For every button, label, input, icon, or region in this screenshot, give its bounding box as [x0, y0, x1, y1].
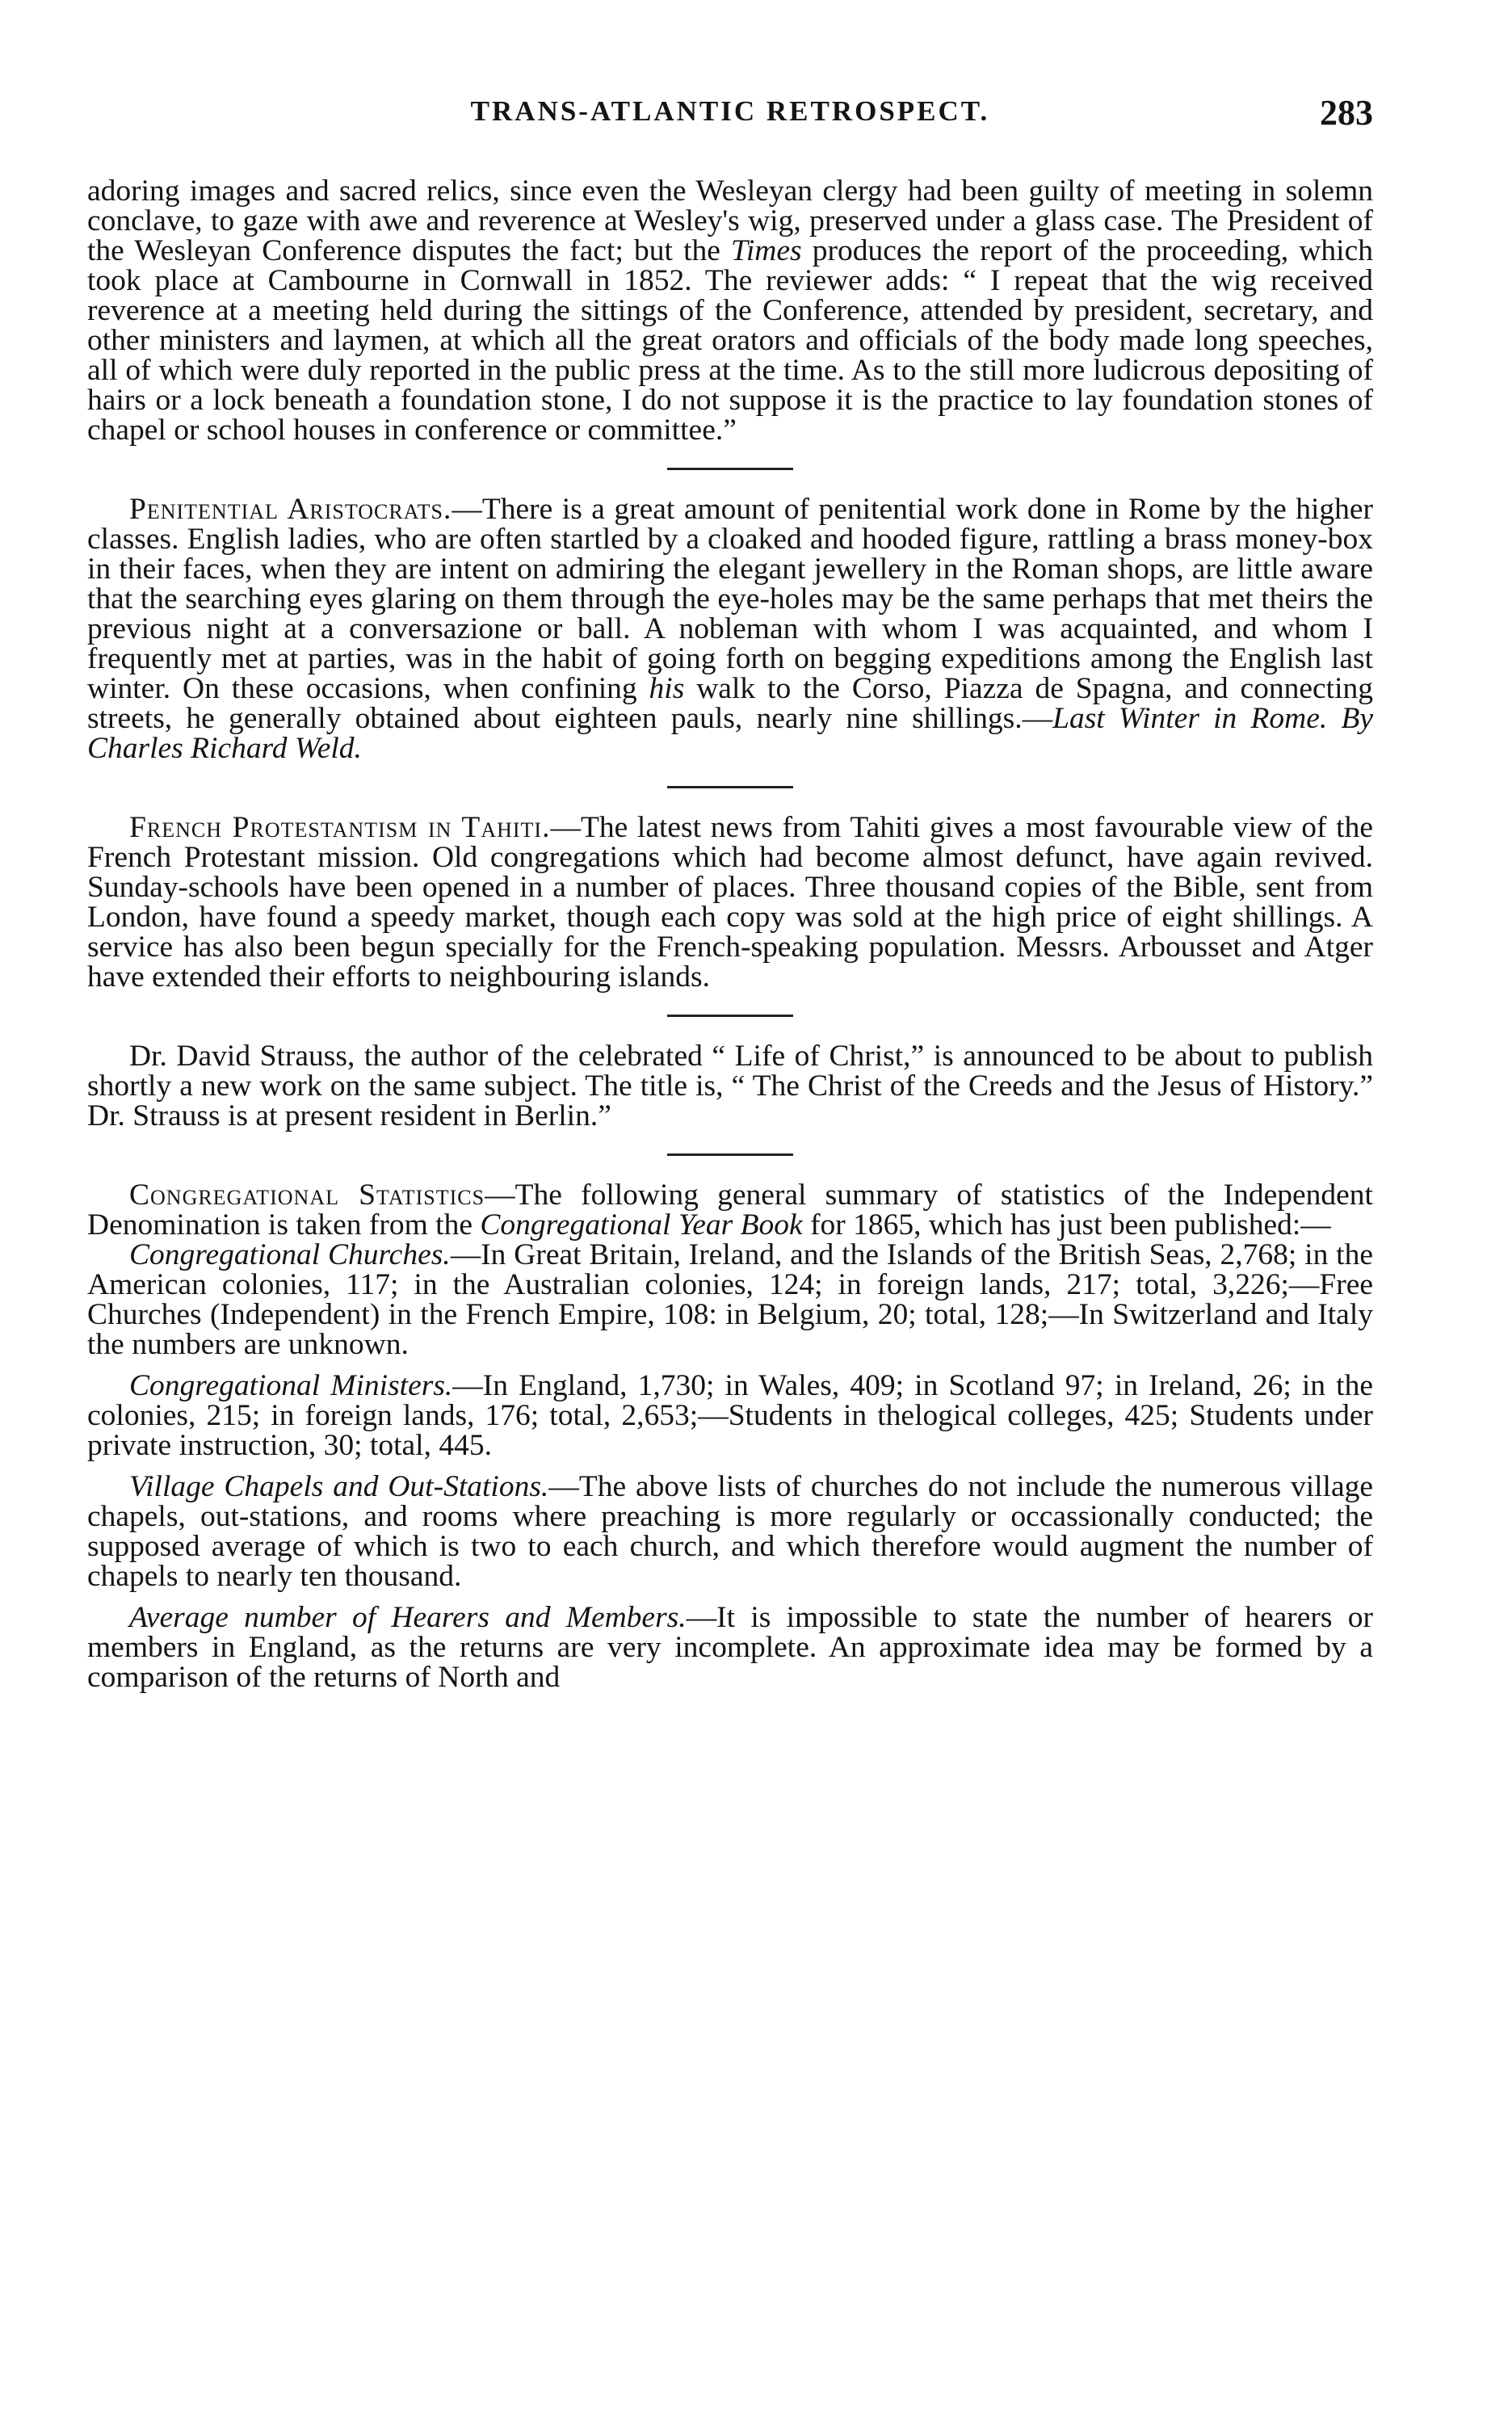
wig-text: adoring images and sacred relics, since even the Wesleyan clergy had been guilty of meeting in solemn conclave, to gaze with awe and reverence at Wesley's wig, preserved under a glass case. The President of the Wesleyan Conference disputes the fact; but the [87, 174, 1373, 267]
congregational-heading: Congregational Statistics [129, 1179, 485, 1212]
page [87, 95, 1373, 1692]
village-label: Village Chapels and Out-Stations. [129, 1470, 549, 1503]
wig-times-italic: Times [731, 234, 802, 267]
year-book-italic: Congregational Year Book [480, 1208, 803, 1242]
wig-text-rest: produces the report of the proceeding, which took place at Cambourne in Cornwall in 1852. The reviewer adds: “ I repeat that the wig received reverence at a meeting held during the sittings of the Conference, attended by president, secretary, and other ministers and laymen, at which all the great orators and officials of the body made long speeches, all of which were duly reported in the public press at the time. As to the still more ludicrous depositing of hairs or a lock beneath a foundation stone, I do not suppose it is the practice to lay foundation stones of chapel or school houses in conference or committee.” [87, 234, 1373, 447]
average-paragraph [87, 1603, 1373, 1692]
section-divider [667, 468, 793, 470]
ministers-paragraph [87, 1371, 1373, 1460]
french-heading: French Protestantism in Tahiti. [129, 811, 551, 844]
average-label: Average number of Hearers and Members. [129, 1601, 687, 1634]
penitential-citation: Last Winter in Rome. By Charles Richard Weld. [87, 702, 1373, 765]
village-body: —The above lists of churches do not include the numerous village chapels, out-stations, and rooms where preaching is more regularly or occassionally conducted; the supposed average of which is two to each church, and which therefore would augment the number of chapels to nearly ten thousand. [87, 1470, 1373, 1593]
strauss-body: Dr. David Strauss, the author of the celebrated “ Life of Christ,” is announced to be about to publish shortly a new work on the same subject. The title is, “ The Christ of the Creeds and the Jesus of History.” Dr. Strauss is at present resident in Berlin.” [87, 1040, 1373, 1132]
churches-body: —In Great Britain, Ireland, and the Islands of the British Seas, 2,768; in the American colonies, 117; in the Australian colonies, 124; in foreign lands, 217; total, 3,226;—Free Churches (Independent) in the French Empire, 108: in Belgium, 20; total, 128;—In Switzerland and Italy the numbers are unknown. [87, 1238, 1373, 1361]
ministers-body: —In England, 1,730; in Wales, 409; in Scotland 97; in Ireland, 26; in the colonies, 215; in foreign lands, 176; total, 2,653;—Students in thelogical colleges, 425; Students under private instruction, 30; total, 445. [87, 1369, 1373, 1462]
section-divider [667, 786, 793, 788]
average-body: —It is impossible to state the number of hearers or members in England, as the returns are very incomplete. An approximate idea may be formed by a comparison of the returns of North and [87, 1601, 1374, 1694]
ministers-label: Congregational Ministers. [129, 1369, 453, 1402]
french-body: —The latest news from Tahiti gives a most favourable view of the French Protestant mission. Old congregations which had become almost defunct, have again revived. Sunday-schools have been opened in a number of places. Three thousand copies of the Bible, sent from London, have found a speedy market, though each copy was sold at the high price of eight shillings. A service has also been begun specially for the French-speaking population. Messrs. Arbousset and Atger have extended their efforts to neighbouring islands. [87, 811, 1373, 994]
section-divider [667, 1015, 793, 1017]
penitential-italic: his [649, 672, 685, 705]
wig-paragraph [87, 176, 1373, 445]
penitential-body: —There is a great amount of penitential work done in Rome by the higher classes. English ladies, who are often startled by a cloaked and hooded figure, rattling a brass money-box in their faces, when they are intent on admiring the elegant jewellery in the Roman shops, are little aware that the searching eyes glaring on them through the eye-holes may be the same perhaps that met theirs the previous night at a conversazione or ball. A nobleman with whom I was acquainted, and whom I frequently met at parties, was in the habit of going forth on begging expeditions among the English last winter. On these occasions, when confining [87, 493, 1373, 705]
congregational-intro-text: —The following general summary of statistics of the Independent Denomination is taken from the [87, 1179, 1373, 1242]
strauss-paragraph [87, 1041, 1373, 1131]
congregational-intro [87, 1180, 1373, 1240]
running-title: TRANS-ATLANTIC RETROSPECT. [470, 95, 990, 127]
page-number: 283 [1320, 93, 1373, 132]
penitential-paragraph [87, 494, 1373, 763]
french-paragraph [87, 813, 1373, 992]
penitential-body-rest: walk to the Corso, Piazza de Spagna, and connecting streets, he generally obtained about eighteen pauls, nearly nine shillings.— [87, 672, 1373, 735]
congregational-intro-rest: for 1865, which has just been published:— [802, 1208, 1331, 1242]
penitential-heading: Penitential Aristocrats. [129, 493, 452, 526]
village-paragraph [87, 1472, 1373, 1591]
page-header [87, 95, 1373, 144]
section-divider [667, 1153, 793, 1156]
churches-label: Congregational Churches. [129, 1238, 451, 1271]
churches-paragraph [87, 1240, 1373, 1359]
